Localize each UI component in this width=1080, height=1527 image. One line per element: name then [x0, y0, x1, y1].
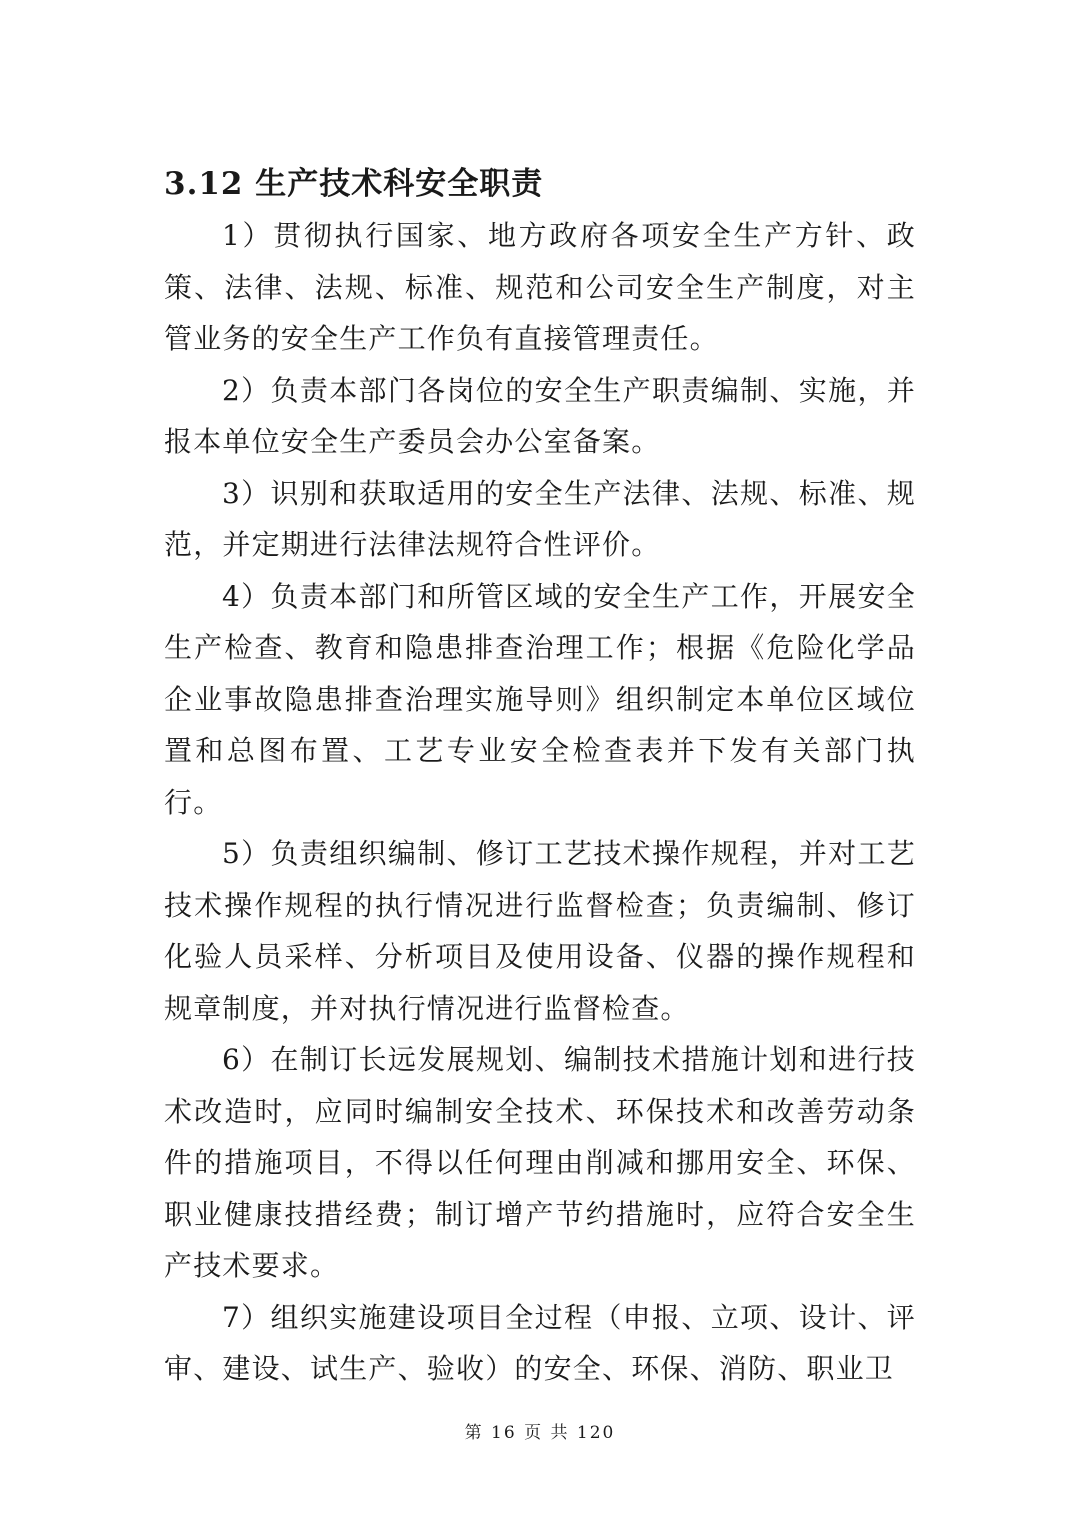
page-number: 第 16 页 共 120 — [464, 1423, 616, 1443]
duty-item-6: 6）在制订长远发展规划、编制技术措施计划和进行技术改造时，应同时编制安全技术、环保技术和改善劳动条件的措施项目，不得以任何理由削减和挪用安全、环保、职业健康技措经费；制订增产节约措施时，应符合安全生产技术要求。 — [164, 1043, 916, 1282]
duty-item-4: 4）负责本部门和所管区域的安全生产工作，开展安全生产检查、教育和隐患排查治理工作；根据《危险化学品企业事故隐患排查治理实施导则》组织制定本单位区域位置和总图布置、工艺专业安全检查表并下发有关部门执行。 — [164, 579, 916, 819]
duty-item-7: 7）组织实施建设项目全过程（申报、立项、设计、评审、建设、试生产、验收）的安全、环保、消防、职业卫 — [164, 1300, 916, 1385]
duty-item-3: 3）识别和获取适用的安全生产法律、法规、标准、规范，并定期进行法律法规符合性评价。 — [164, 476, 916, 561]
duty-item-2: 2）负责本部门各岗位的安全生产职责编制、实施，并报本单位安全生产委员会办公室备案。 — [164, 373, 916, 458]
section-heading: 3.12 生产技术科安全职责 — [164, 166, 544, 202]
duty-item-1: 1）贯彻执行国家、地方政府各项安全生产方针、政策、法律、法规、标准、规范和公司安全生产制度，对主管业务的安全生产工作负有直接管理责任。 — [164, 219, 916, 355]
duties-list — [164, 210, 916, 1395]
duty-item-5: 5）负责组织编制、修订工艺技术操作规程，并对工艺技术操作规程的执行情况进行监督检查；负责编制、修订化验人员采样、分析项目及使用设备、仪器的操作规程和规章制度，并对执行情况进行监督检查。 — [164, 837, 916, 1025]
